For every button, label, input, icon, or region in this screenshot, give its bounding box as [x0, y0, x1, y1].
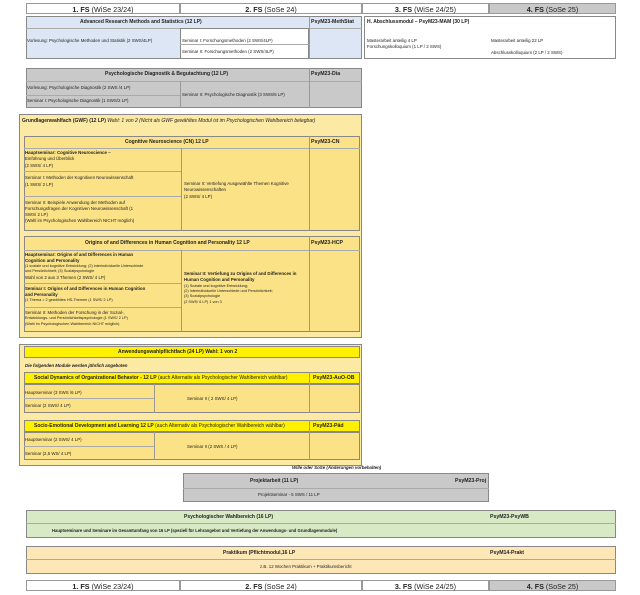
sdob-seminar-2: Seminar II ( 2 SWS/ 4 LP)	[187, 396, 238, 401]
hcp-right-3: (1) Soziale und kognitive Entwicklung;	[184, 284, 248, 288]
cn-s2-a: Seminar II: Beispiele Anwendung der Methoden auf	[25, 200, 126, 205]
cn-right-1: Seminar II: Vertiefung Ausgewählte Themen Kognitive	[184, 181, 289, 186]
proj-note: Wille oder SoSe (Änderungen vorbehalten)	[292, 465, 382, 470]
hcp-s1-b: and Personality	[25, 292, 58, 297]
arm-code: PsyM23-MethStat	[311, 19, 354, 25]
sdob-title: Social Dynamics of Organizational Behavior - 12 LP (auch Alternativ als Psychologischer Wahlbereich wählbar)	[34, 375, 288, 381]
awf-title: Anwendungswahlpflichtfach (24 LP) Wahl: 1 von 2	[118, 349, 238, 355]
cn-s2-b: Forschungsfragen der Kognitiven Neurowissenschaft (1	[25, 206, 134, 211]
hcp-s2-b: Entwicklungs- und Persönlichkeitspsychologie (1 SWS/ 2 LP)	[25, 316, 128, 320]
proj-title: Projektarbeit (11 LP)	[250, 478, 299, 484]
proj-code: PsyM23-Proj	[455, 478, 487, 484]
gwf-title: Grundlagenwahlfach (GWF) (12 LP) Wahl: 1 von 2 (Nicht als GWF gewähltes Modul ist im Psychologischen Wahlbereich belegbar)	[22, 118, 316, 124]
hcp-right-1: Seminar II: Vertiefung zu Origins of and Differences in	[184, 271, 297, 276]
master-title: H. Abschlussmodul – PsyM23-MAM (30 LP)	[367, 19, 470, 25]
sedl-seminar: Seminar (2,5 WS/ 4 LP)	[25, 451, 72, 456]
hcp-s1-a: Seminar I: Origins of and Differences in Human Cognition	[25, 286, 146, 291]
diag-code: PsyM23-Dia	[311, 71, 341, 77]
cn-hs-2: Einführung und Überblick	[25, 156, 75, 161]
diag-title: Psychologische Diagnostik & Begutachtung (12 LP)	[105, 71, 229, 77]
arm-title: Advanced Research Methods and Statistics (12 LP)	[80, 19, 202, 25]
hcp-s2-a: Seminar II: Methoden der Forschung in der Sozial-,	[25, 310, 125, 315]
prakt-module	[26, 546, 616, 574]
pwb-code: PsyM23-PsyWB	[490, 514, 529, 520]
hcp-hs-4: und Persönlichkeit; (3) Sozialpsychologie	[25, 269, 95, 273]
sedl-hs: Hauptseminar (2 SWS/ 4 LP)	[25, 437, 82, 442]
sedl-title: Socio-Emotional Development and Learning 12 LP (auch Alternativ als Psychologischer Wahlbereich wählbar)	[34, 423, 285, 429]
semester-header-1: 1. FS (WiSe 23/24)	[26, 3, 180, 14]
hcp-hs-5: Wahl von 2 aus 3 Themen (2 SWS/ 4 LP)	[25, 275, 106, 280]
sedl-code: PsyM23-Päd	[313, 423, 344, 429]
semester-footer-1: 1. FS (WiSe 23/24)	[26, 580, 180, 591]
hcp-s2-c: (Wahl im Psychologischen Wahlbereich NICHT möglich)	[25, 322, 120, 326]
cn-hs-3: (2 SWS/ 4 LP)	[25, 163, 54, 168]
semester-footer-3: 3. FS (WiSe 24/25)	[362, 580, 489, 591]
hcp-right-6: (2 SWS/ 6 LP) 1 von 3	[184, 300, 222, 304]
semester-footer-4: 4. FS (SoSe 25)	[489, 580, 616, 591]
cn-s2-d: (Wahl im Psychologischen Wahlbereich NICHT möglich)	[25, 218, 135, 223]
arm-seminar-1: Seminar I: Forschungsmethoden (2 SWS/4LP)	[182, 38, 273, 43]
pwb-sub: Hauptseminare und Seminare im Gesamtumfang von 16 LP (speziell für Lehrangebot und Vertiefung der Anwendungs- und Grundlagenmodule)	[52, 528, 338, 533]
prakt-code: PsyM14-Prakt	[490, 550, 525, 556]
hcp-right-5: (3) Sozialpsychologie	[184, 294, 221, 298]
sedl-seminar-2: Seminar II (2 SWS / 4 LP)	[187, 444, 238, 449]
arm-seminar-2: Seminar II: Forschungsmethoden (2 SWS/4LP)	[182, 49, 274, 54]
cn-title: Cognitive Neuroscience (CN) 12 LP	[125, 139, 209, 145]
cn-hs-1: Hauptseminar: Cognitive Neuroscience –	[25, 150, 111, 155]
master-colloquium-research: Forschungskolloquium (1 LP / 2 SWS)	[367, 44, 442, 49]
proj-sub: Projektseminar - 5 SWS / 11 LP	[258, 492, 320, 497]
gwf-note: Wahl: 1 von 2 (Nicht als GWF gewähltes Modul ist im Psychologischen Wahlbereich belegbar)	[107, 118, 316, 124]
cn-code: PsyM23-CN	[311, 139, 340, 145]
hcp-hs-3: (1 soziale und kognitive Entwicklung; (2) interindividuelle Unterschiede	[25, 264, 144, 268]
hcp-title: Origins of and Differences in Human Cognition and Personality 12 LP	[85, 240, 250, 246]
hcp-s1-c: (1 Thema = 2 gewähltes HS-Themen (1 SWS/ 2 LP)	[25, 298, 113, 302]
hcp-hs-1: Hauptseminar: Origins of and Differences in Human	[25, 252, 134, 257]
cn-s1-b: (1 SWS/ 2 LP)	[25, 182, 54, 187]
semester-header-2: 2. FS (SoSe 24)	[180, 3, 362, 14]
arm-lecture: Vorlesung: Psychologische Methoden und Statistik (2 SWS/4LP)	[27, 38, 153, 43]
sdob-code: PsyM23-AuO-OB	[313, 375, 355, 381]
hcp-hs-2: Cognition and Personality	[25, 258, 80, 263]
hcp-right-2: Human Cognition and Personality	[184, 277, 255, 282]
cn-right-3: (2 SWS/ 4 LP)	[184, 194, 213, 199]
semester-footer-2: 2. FS (SoSe 24)	[180, 580, 362, 591]
hcp-code: PsyM23-HCP	[311, 240, 344, 246]
sdob-hs: Hauptseminar (3 SWS /6 LP)	[25, 390, 82, 395]
diag-lecture: Vorlesung: Psychologische Diagnostik (2 SWS /4 LP)	[27, 85, 131, 90]
cn-s1-a: Seminar I: Methoden der Kognitiven Neurowissenschaft	[25, 175, 134, 180]
cn-right-2: Neurowissenschaften	[184, 187, 226, 192]
diag-seminar-1: Seminar I: Psychologische Diagnostik (1 SWS/2 LP)	[27, 98, 129, 103]
cn-s2-c: SWS/ 2 LP)	[25, 212, 48, 217]
sdob-seminar: Seminar (2 SWS/ 4 LP)	[25, 403, 71, 408]
diag-seminar-2: Seminar II: Psychologische Diagnostik (3 SWS/6 LP)	[182, 92, 285, 97]
awf-note: Die folgenden Module werden jährlich angeboten	[25, 363, 128, 368]
semester-header-3: 3. FS (WiSe 24/25)	[362, 3, 489, 14]
master-thesis-part-1: Masterarbeit anteilig 4 LP	[367, 38, 417, 43]
pwb-title: Psychologischer Wahlbereich (16 LP)	[184, 514, 274, 520]
semester-header-4: 4. FS (SoSe 25)	[489, 3, 616, 14]
master-final-colloquium: Abschlusskolloquium (2 LP / 2 SWS)	[491, 50, 563, 55]
prakt-sub: z.B. 12 Wochen Praktikum + Praktikumsbericht	[260, 564, 352, 569]
prakt-title: Praktikum (Pflichtmodul,16 LP	[223, 550, 296, 556]
master-thesis-part-2: Masterarbeit anteilig 22 LP	[491, 38, 544, 43]
hcp-right-4: (2) Interindividuelle Unterschiede und Persönlichkeit;	[184, 289, 273, 293]
